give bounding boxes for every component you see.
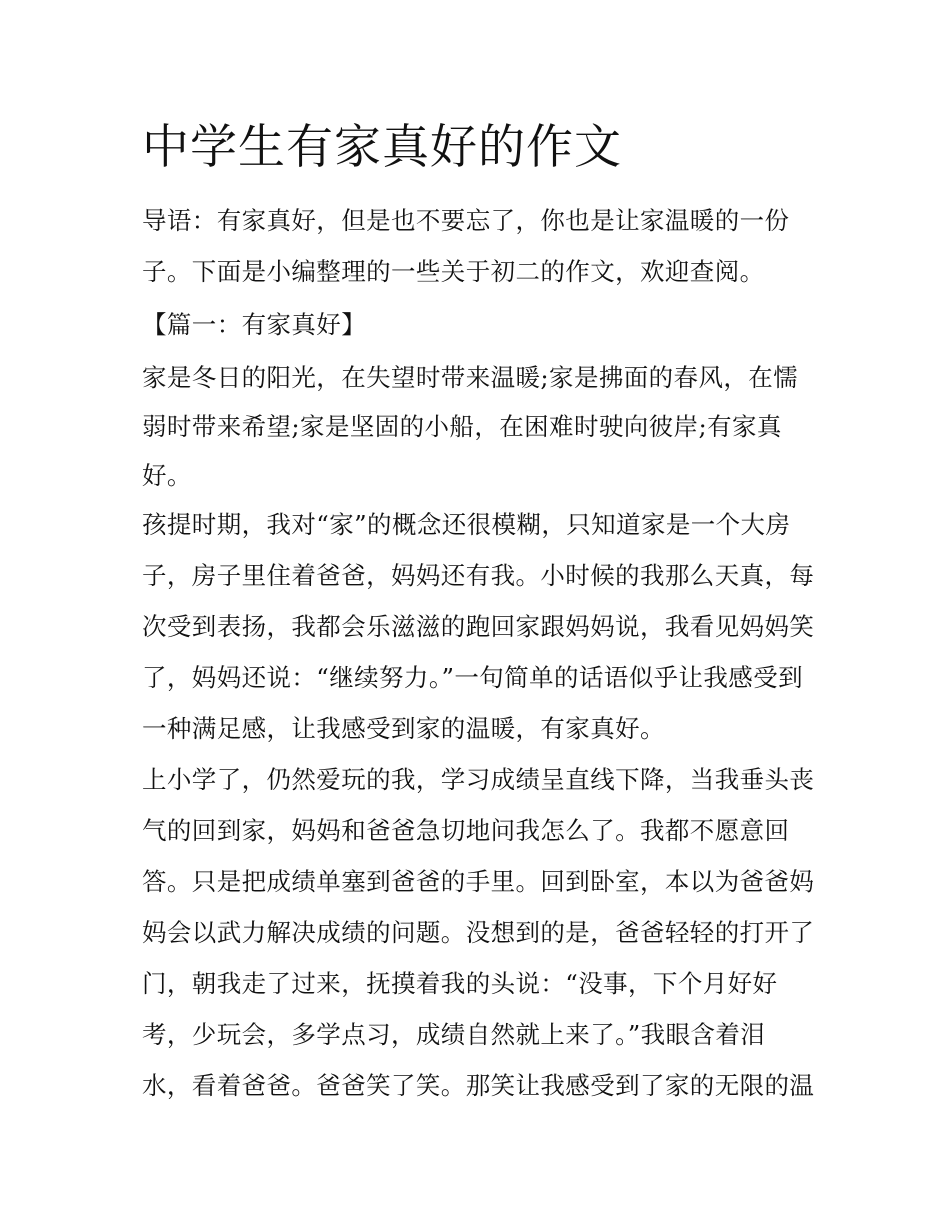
paragraph-line: 了，妈妈还说：“继续努力。”一句简单的话语似乎让我感受到 xyxy=(142,663,803,692)
paragraph-line: 门，朝我走了过来，抚摸着我的头说：“没事，下个月好好 xyxy=(142,969,778,998)
paragraph-line: 妈会以武力解决成绩的问题。没想到的是，爸爸轻轻的打开了 xyxy=(142,918,815,947)
document-title: 中学生有家真好的作文 xyxy=(142,120,622,175)
paragraph-line: 弱时带来希望;家是坚固的小船，在困难时驶向彼岸;有家真 xyxy=(142,412,782,441)
paragraph-line: 答。只是把成绩单塞到爸爸的手里。回到卧室，本以为爸爸妈 xyxy=(142,867,815,896)
paragraph-line: 孩提时期，我对“家”的概念还很模糊，只知道家是一个大房 xyxy=(142,510,791,539)
paragraph-line: 考，少玩会，多学点习，成绩自然就上来了。”我眼含着泪 xyxy=(142,1020,766,1049)
section-heading: 【篇一：有家真好】 xyxy=(142,310,367,339)
paragraph-line: 水，看着爸爸。爸爸笑了笑。那笑让我感受到了家的无限的温 xyxy=(142,1071,815,1100)
paragraph-line: 一种满足感，让我感受到家的温暖，有家真好。 xyxy=(142,714,665,743)
intro-line: 子。下面是小编整理的一些关于初二的作文，欢迎查阅。 xyxy=(142,257,765,286)
paragraph-line: 气的回到家，妈妈和爸爸急切地问我怎么了。我都不愿意回 xyxy=(142,816,790,845)
paragraph-line: 家是冬日的阳光，在失望时带来温暖;家是拂面的春风，在懦 xyxy=(142,363,799,392)
paragraph-line: 子，房子里住着爸爸，妈妈还有我。小时候的我那么天真，每 xyxy=(142,561,815,590)
intro-line: 导语：有家真好，但是也不要忘了，你也是让家温暖的一份 xyxy=(142,206,790,235)
paragraph-line: 上小学了，仍然爱玩的我，学习成绩呈直线下降，当我垂头丧 xyxy=(142,765,815,794)
paragraph-line: 好。 xyxy=(142,461,192,490)
paragraph-line: 次受到表扬，我都会乐滋滋的跑回家跟妈妈说，我看见妈妈笑 xyxy=(142,612,815,641)
